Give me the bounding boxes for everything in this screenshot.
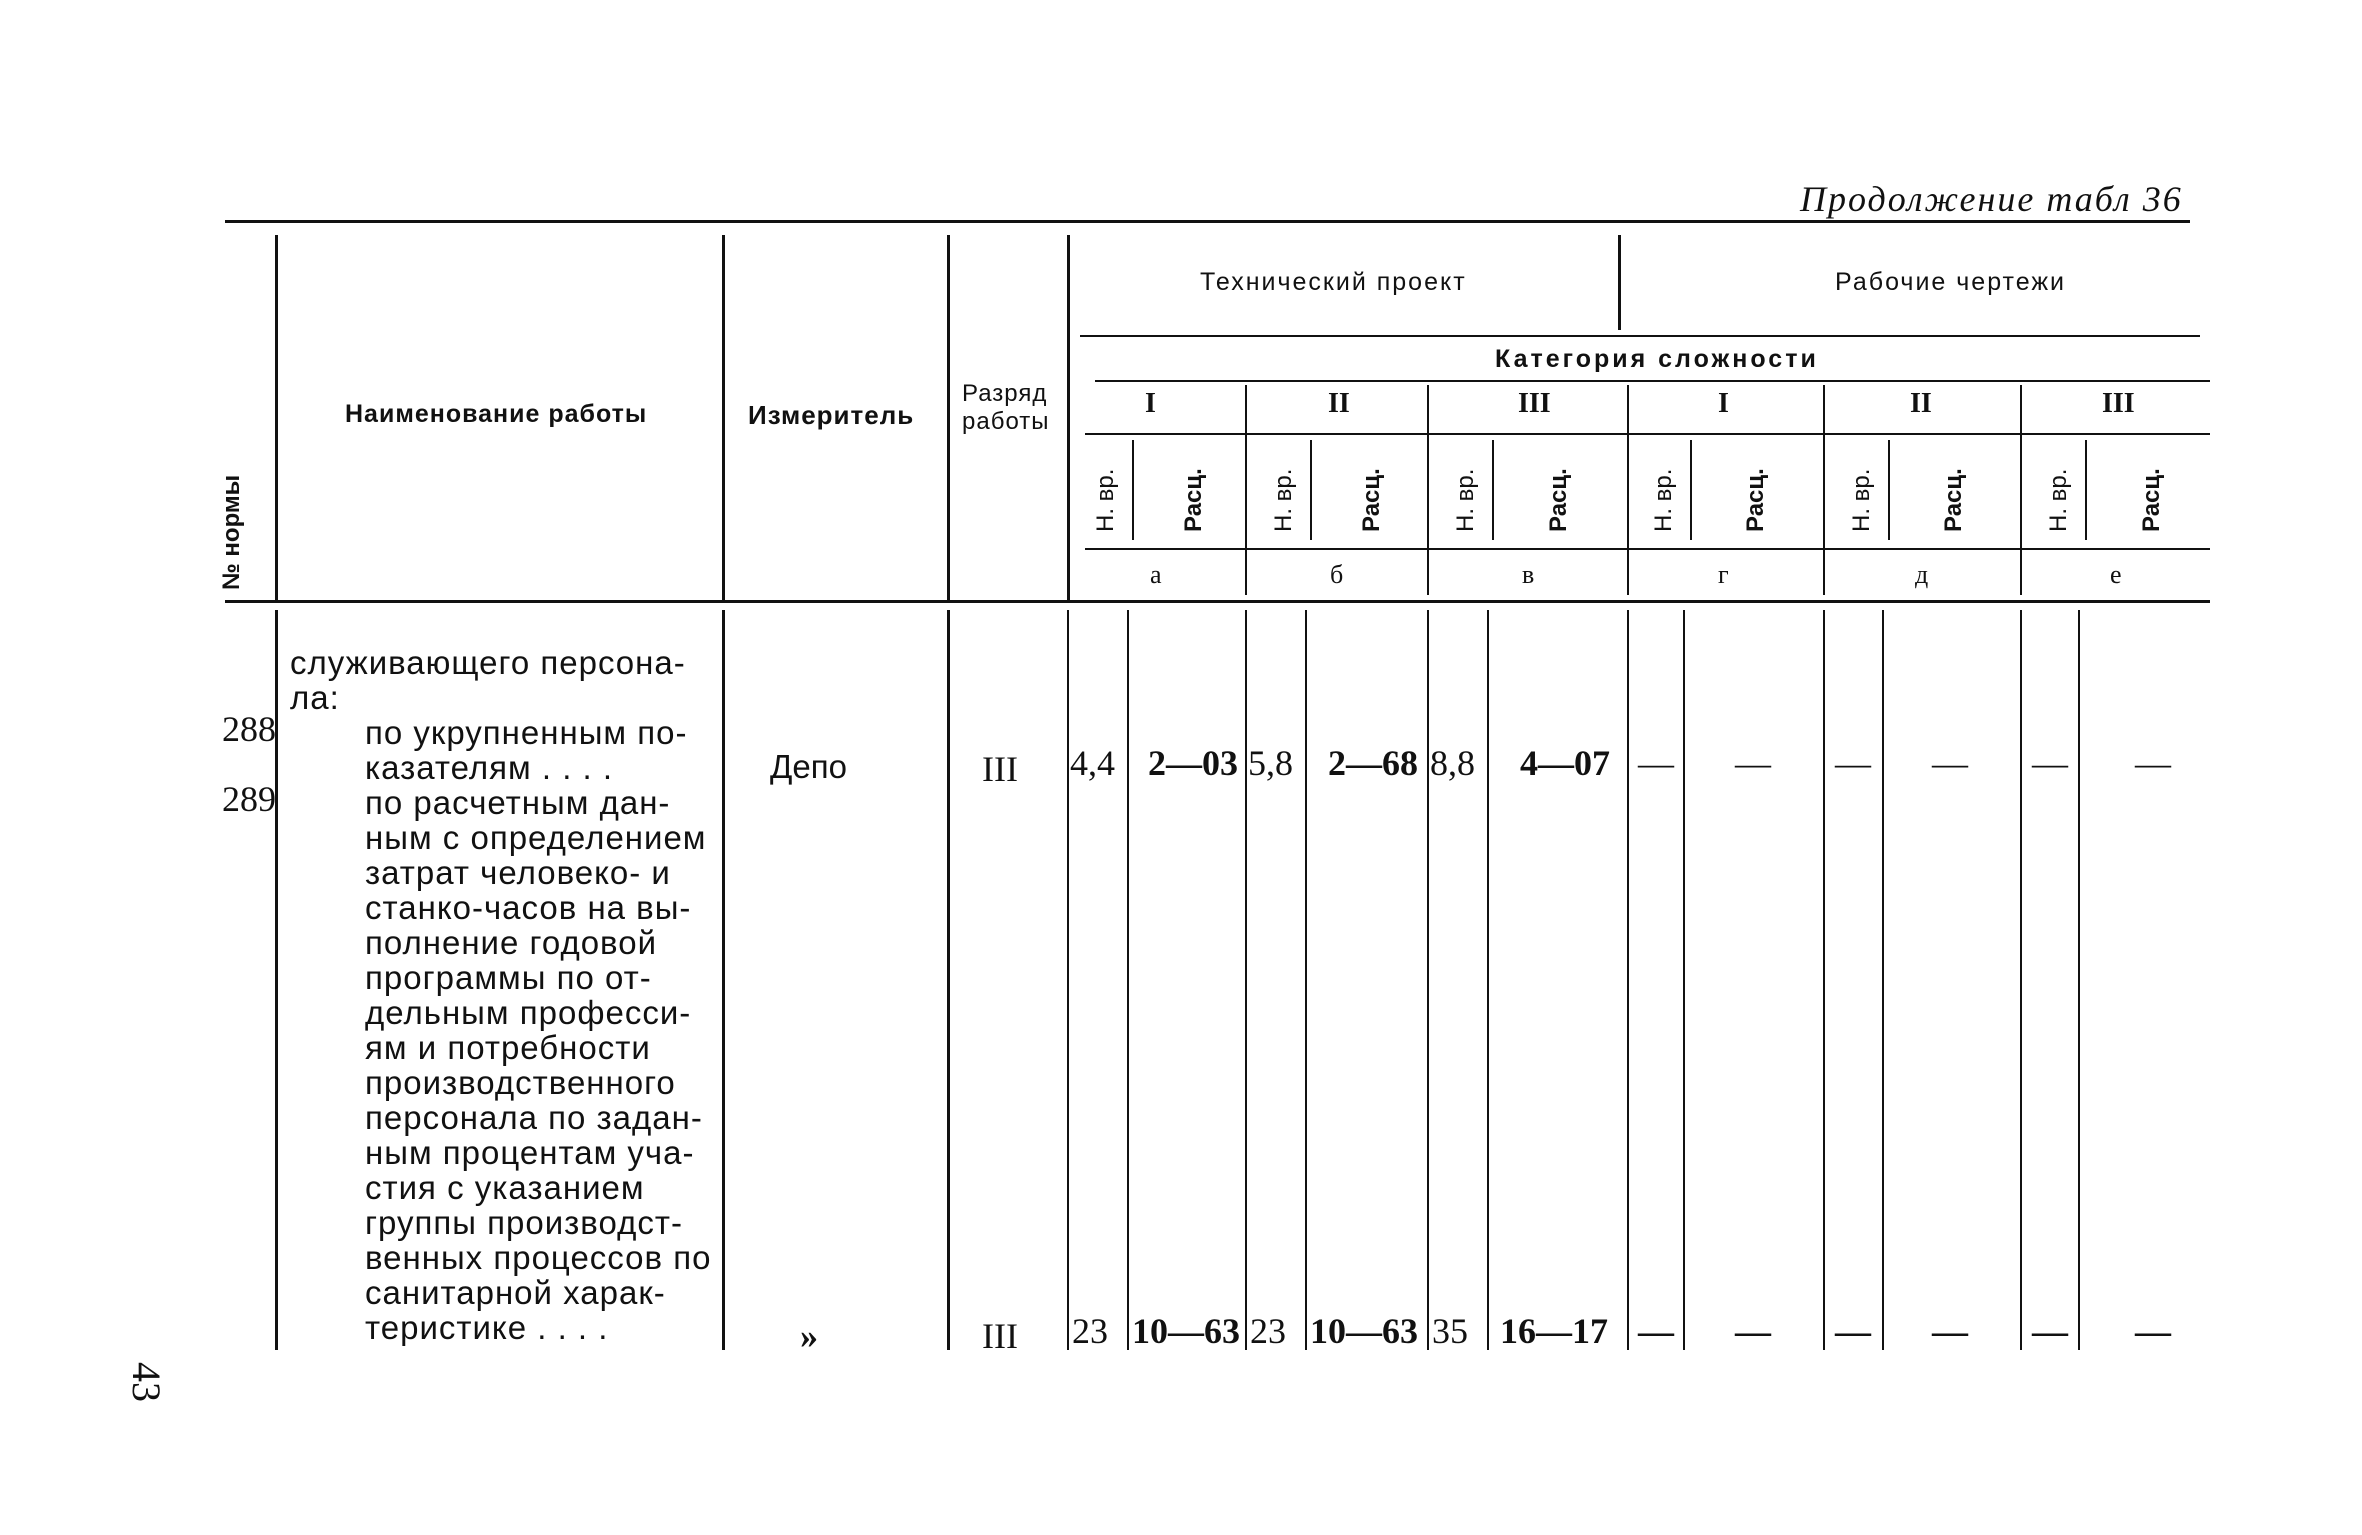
table-top-rule: [225, 220, 2190, 223]
body-divider: [2078, 610, 2080, 1350]
time-norm-c: 35: [1432, 1311, 1468, 1351]
header-bottom-rule: [225, 600, 2210, 603]
body-divider: [1305, 610, 1307, 1350]
time-norm-header: Н. вр.: [2045, 468, 2072, 532]
body-divider: [1127, 610, 1129, 1350]
time-norm-header: Н. вр.: [1270, 468, 1297, 532]
header-rule: [1080, 335, 2200, 337]
subcolumn-divider: [1492, 440, 1494, 540]
rate-e: —: [1932, 1311, 1968, 1351]
group-letter: е: [2110, 560, 2122, 589]
time-norm-e: —: [1835, 743, 1871, 783]
header-divider: [722, 235, 725, 600]
time-norm-a: 4,4: [1070, 743, 1115, 783]
category-divider: [1823, 385, 1825, 595]
header-rule: [1095, 380, 2210, 382]
time-norm-d: —: [1638, 743, 1674, 783]
header-divider: [947, 235, 950, 600]
rate-c: 16—17: [1500, 1311, 1608, 1351]
page-number: 43: [124, 1362, 169, 1402]
subcolumn-divider: [1690, 440, 1692, 540]
working-drawings-header: Рабочие чертежи: [1835, 268, 2067, 296]
rate-header: Расц.: [2138, 468, 2165, 532]
rate-e: —: [1932, 743, 1968, 783]
work-name-intro: служивающего персона- ла:: [290, 644, 686, 716]
rate-b: 10—63: [1310, 1311, 1418, 1351]
header-divider: [1067, 235, 1070, 600]
table-continuation-caption: Продолжение табл 36: [1800, 179, 2183, 219]
category-divider: [1245, 385, 1247, 595]
time-norm-c: 8,8: [1430, 743, 1475, 783]
rate-a: 2—03: [1148, 743, 1238, 783]
category-label: I: [1718, 388, 1729, 419]
category-divider: [1627, 385, 1629, 595]
time-norm-d: —: [1638, 1311, 1674, 1351]
grade-value: III: [982, 1316, 1018, 1356]
body-divider: [2020, 610, 2022, 1350]
body-divider: [1882, 610, 1884, 1350]
time-norm-header: Н. вр.: [1848, 468, 1875, 532]
time-norm-b: 23: [1250, 1311, 1286, 1351]
body-divider: [1427, 610, 1429, 1350]
body-divider: [1487, 610, 1489, 1350]
body-divider: [1627, 610, 1629, 1350]
header-divider: [275, 235, 278, 600]
rate-header: Расц.: [1940, 468, 1967, 532]
category-label: III: [1518, 388, 1551, 419]
grade-value: III: [982, 749, 1018, 789]
norm-number: 289: [222, 779, 276, 819]
header-divider: [1618, 235, 1621, 330]
grade-header: Разряд работы: [962, 380, 1050, 435]
work-name-item-288: по укрупненным по- казателям . . . .: [365, 714, 688, 786]
unit-value: »: [800, 1316, 818, 1356]
tech-project-header: Технический проект: [1200, 268, 1467, 296]
rate-c: 4—07: [1520, 743, 1610, 783]
body-divider: [1245, 610, 1247, 1350]
subcolumn-divider: [1888, 440, 1890, 540]
category-label: III: [2102, 388, 2135, 419]
category-label: II: [1328, 388, 1350, 419]
header-rule: [1085, 548, 2210, 550]
group-letter: г: [1718, 560, 1729, 589]
category-label: II: [1910, 388, 1932, 419]
time-norm-b: 5,8: [1248, 743, 1293, 783]
rate-header: Расц.: [1180, 468, 1207, 532]
rate-header: Расц.: [1742, 468, 1769, 532]
time-norm-f: —: [2032, 1311, 2068, 1351]
rate-header: Расц.: [1358, 468, 1385, 532]
rate-a: 10—63: [1132, 1311, 1240, 1351]
group-letter: в: [1522, 560, 1535, 589]
time-norm-e: —: [1835, 1311, 1871, 1351]
body-divider: [947, 610, 950, 1350]
subcolumn-divider: [1310, 440, 1312, 540]
work-name-header: Наименование работы: [345, 400, 648, 428]
complexity-header: Категория сложности: [1495, 345, 1819, 373]
group-letter: д: [1915, 560, 1929, 589]
category-divider: [1427, 385, 1429, 595]
time-norm-header: Н. вр.: [1092, 468, 1119, 532]
category-divider: [2020, 385, 2022, 595]
subcolumn-divider: [1132, 440, 1134, 540]
norm-number-header: № нормы: [218, 474, 245, 590]
header-rule: [1085, 433, 2210, 435]
group-letter: б: [1330, 560, 1344, 589]
rate-f: —: [2135, 1311, 2171, 1351]
group-letter: а: [1150, 560, 1162, 589]
rate-header: Расц.: [1545, 468, 1572, 532]
unit-header: Измеритель: [748, 400, 915, 430]
body-divider: [1683, 610, 1685, 1350]
time-norm-header: Н. вр.: [1452, 468, 1479, 532]
subcolumn-divider: [2085, 440, 2087, 540]
category-label: I: [1145, 388, 1156, 419]
time-norm-header: Н. вр.: [1650, 468, 1677, 532]
rate-d: —: [1735, 1311, 1771, 1351]
time-norm-a: 23: [1072, 1311, 1108, 1351]
rate-b: 2—68: [1328, 743, 1418, 783]
unit-value: Депо: [770, 748, 847, 785]
rate-f: —: [2135, 743, 2171, 783]
norm-number: 288: [222, 709, 276, 749]
time-norm-f: —: [2032, 743, 2068, 783]
work-name-item-289: по расчетным дан- ным с определением затрат человеко- и станко-часов на вы- полнение годовой программы по от- дельным професси- ям и потребности производственного персонала по задан- ным процентам уча- стия с указанием группы производст- венных процессов по санитарной харак- теристике . . . .: [365, 784, 712, 1346]
body-divider: [1823, 610, 1825, 1350]
rate-d: —: [1735, 743, 1771, 783]
body-divider: [1067, 610, 1069, 1350]
